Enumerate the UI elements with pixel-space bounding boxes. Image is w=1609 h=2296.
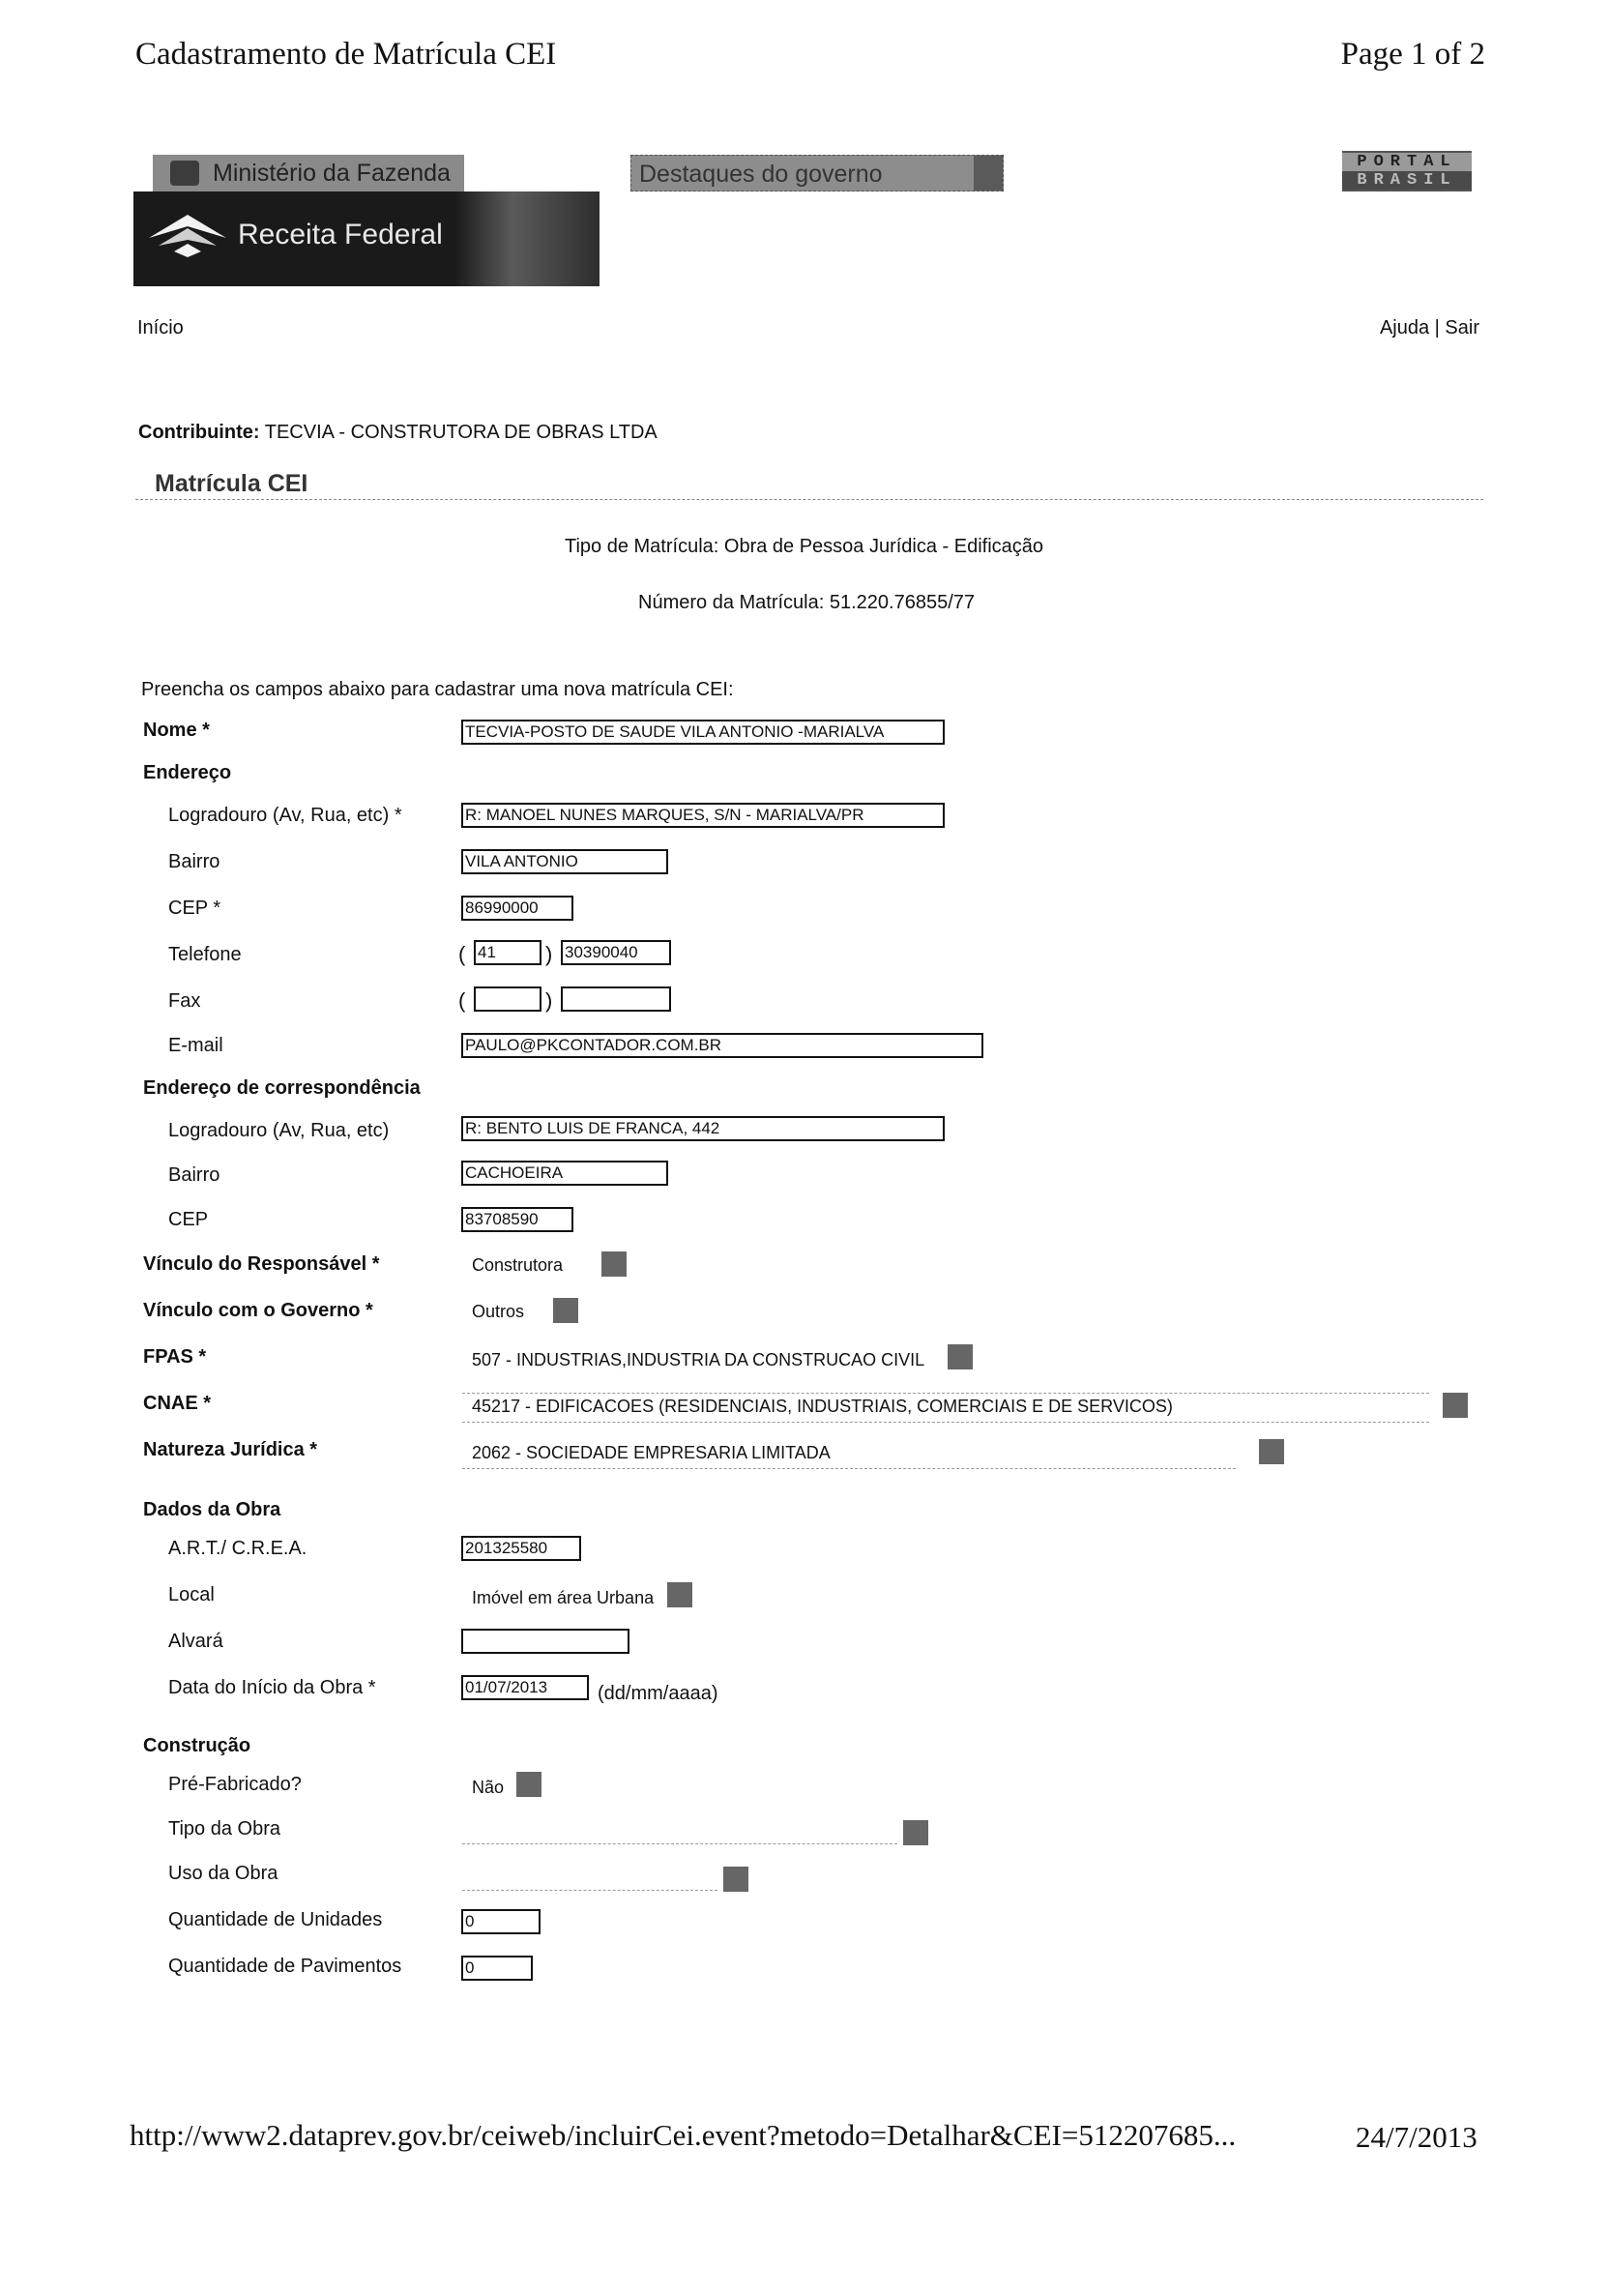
vinculo-governo-dropdown-icon[interactable] (553, 1298, 578, 1323)
vinculo-responsavel-select[interactable]: Construtora (472, 1255, 564, 1275)
cnae-dropdown-icon[interactable] (1443, 1393, 1468, 1418)
corresp-cep-label: CEP (168, 1209, 209, 1230)
ministerio-icon (170, 161, 199, 186)
uso-obra-label: Uso da Obra (168, 1863, 278, 1884)
fpas-dropdown-icon[interactable] (948, 1344, 973, 1369)
receita-federal-label: Receita Federal (238, 219, 443, 250)
bairro-input[interactable]: VILA ANTONIO (461, 849, 668, 874)
alvara-input[interactable] (461, 1629, 629, 1654)
section-title: Matrícula CEI (155, 470, 308, 497)
fpas-select[interactable]: 507 - INDUSTRIAS,INDUSTRIA DA CONSTRUCAO CIVIL (472, 1350, 925, 1369)
contribuinte-label: Contribuinte: (138, 422, 260, 443)
destaques-arrow-icon (974, 156, 1003, 191)
alvara-label: Alvará (168, 1631, 223, 1652)
cnae-label: CNAE * (143, 1393, 212, 1414)
telefone-numero-input[interactable]: 30390040 (561, 940, 671, 965)
tipo-obra-label: Tipo da Obra (168, 1818, 280, 1840)
corresp-logradouro-label: Logradouro (Av, Rua, etc) (168, 1120, 390, 1141)
print-page-title: Cadastramento de Matrícula CEI (135, 37, 557, 72)
nav-inicio-link[interactable]: Início (137, 317, 184, 339)
dados-obra-header: Dados da Obra (143, 1499, 281, 1520)
vinculo-governo-label: Vínculo com o Governo * (143, 1300, 373, 1321)
logradouro-input[interactable]: R: MANOEL NUNES MARQUES, S/N - MARIALVA/PR (461, 803, 945, 828)
uso-obra-dropdown-icon[interactable] (723, 1867, 748, 1892)
contribuinte-value: TECVIA - CONSTRUTORA DE OBRAS LTDA (264, 422, 658, 443)
email-label: E-mail (168, 1035, 223, 1056)
pre-fabricado-label: Pré-Fabricado? (168, 1774, 302, 1795)
vinculo-governo-select[interactable]: Outros (472, 1302, 525, 1321)
portal-brasil-line2: BRASIL (1342, 171, 1472, 190)
numero-matricula: Número da Matrícula: 51.220.76855/77 (638, 592, 975, 613)
endereco-correspondencia-header: Endereço de correspondência (143, 1077, 421, 1099)
section-divider (135, 499, 1483, 500)
portal-brasil-line1: PORTAL (1342, 153, 1472, 171)
ministerio-label: Ministério da Fazenda (213, 160, 451, 187)
qtd-unidades-label: Quantidade de Unidades (168, 1909, 383, 1930)
nome-label: Nome * (143, 720, 210, 741)
bairro-label: Bairro (168, 851, 220, 872)
cep-input[interactable]: 86990000 (461, 896, 573, 921)
print-footer-url: http://www2.dataprev.gov.br/ceiweb/incluirCei.event?metodo=Detalhar&CEI=512207685... (130, 2118, 1237, 2152)
nav-links (1380, 317, 1479, 339)
cnae-select[interactable]: 45217 - EDIFICACOES (RESIDENCIAIS, INDUSTRIAIS, COMERCIAIS E DE SERVICOS) (472, 1397, 1173, 1416)
qtd-pavimentos-label: Quantidade de Pavimentos (168, 1956, 402, 1977)
corresp-bairro-label: Bairro (168, 1164, 220, 1186)
local-select[interactable]: Imóvel em área Urbana (472, 1588, 655, 1607)
corresp-bairro-input[interactable]: CACHOEIRA (461, 1161, 668, 1186)
pre-fabricado-select[interactable]: Não (472, 1778, 505, 1797)
art-crea-input[interactable]: 201325580 (461, 1536, 581, 1561)
vinculo-responsavel-dropdown-icon[interactable] (601, 1251, 627, 1277)
banner-photo (454, 191, 600, 286)
nome-input[interactable]: TECVIA-POSTO DE SAUDE VILA ANTONIO -MARIALVA (461, 720, 945, 745)
corresp-cep-input[interactable]: 83708590 (461, 1207, 573, 1232)
tipo-obra-dropdown-icon[interactable] (903, 1820, 928, 1845)
form-instructions: Preencha os campos abaixo para cadastrar uma nova matrícula CEI: (141, 679, 734, 700)
fax-numero-input[interactable] (561, 986, 671, 1012)
nav-separator: | (1434, 317, 1440, 339)
destaques-label: Destaques do governo (639, 161, 883, 188)
receita-federal-emblem-icon (145, 207, 230, 265)
fax-label: Fax (168, 990, 201, 1012)
local-label: Local (168, 1584, 215, 1605)
receita-federal-logo[interactable] (133, 191, 600, 286)
telefone-ddd-input[interactable]: 41 (474, 940, 541, 965)
qtd-unidades-input[interactable]: 0 (461, 1909, 541, 1934)
logradouro-label: Logradouro (Av, Rua, etc) * (168, 805, 402, 826)
telefone-label: Telefone (168, 944, 242, 965)
fpas-label: FPAS * (143, 1346, 207, 1368)
vinculo-responsavel-label: Vínculo do Responsável * (143, 1253, 380, 1275)
natureza-juridica-dropdown-icon[interactable] (1259, 1439, 1284, 1464)
ministerio-fazenda-link[interactable] (153, 155, 464, 191)
endereco-header: Endereço (143, 762, 232, 783)
local-dropdown-icon[interactable] (667, 1582, 692, 1607)
tipo-matricula: Tipo de Matrícula: Obra de Pessoa Jurídica - Edificação (565, 536, 1044, 557)
data-inicio-label: Data do Início da Obra * (168, 1677, 376, 1698)
contribuinte-line (138, 422, 658, 444)
destaques-governo-link[interactable] (630, 155, 1004, 191)
pre-fabricado-dropdown-icon[interactable] (516, 1772, 541, 1797)
corresp-logradouro-input[interactable]: R: BENTO LUIS DE FRANCA, 442 (461, 1116, 945, 1141)
email-input[interactable]: PAULO@PKCONTADOR.COM.BR (461, 1033, 983, 1058)
fax-ddd-input[interactable] (474, 986, 541, 1012)
nav-sair-link[interactable]: Sair (1445, 317, 1479, 339)
data-inicio-format-hint: (dd/mm/aaaa) (598, 1683, 718, 1704)
data-inicio-input[interactable]: 01/07/2013 (461, 1675, 589, 1700)
natureza-juridica-select[interactable]: 2062 - SOCIEDADE EMPRESARIA LIMITADA (472, 1443, 831, 1462)
natureza-juridica-label: Natureza Jurídica * (143, 1439, 318, 1460)
art-crea-label: A.R.T./ C.R.E.A. (168, 1538, 307, 1559)
print-page-number: Page 1 of 2 (1340, 37, 1485, 72)
print-footer-date: 24/7/2013 (1356, 2120, 1477, 2154)
nav-ajuda-link[interactable]: Ajuda (1379, 317, 1430, 339)
cep-label: CEP * (168, 898, 221, 919)
portal-brasil-logo[interactable] (1342, 151, 1472, 191)
qtd-pavimentos-input[interactable]: 0 (461, 1956, 533, 1981)
construcao-header: Construção (143, 1735, 251, 1756)
